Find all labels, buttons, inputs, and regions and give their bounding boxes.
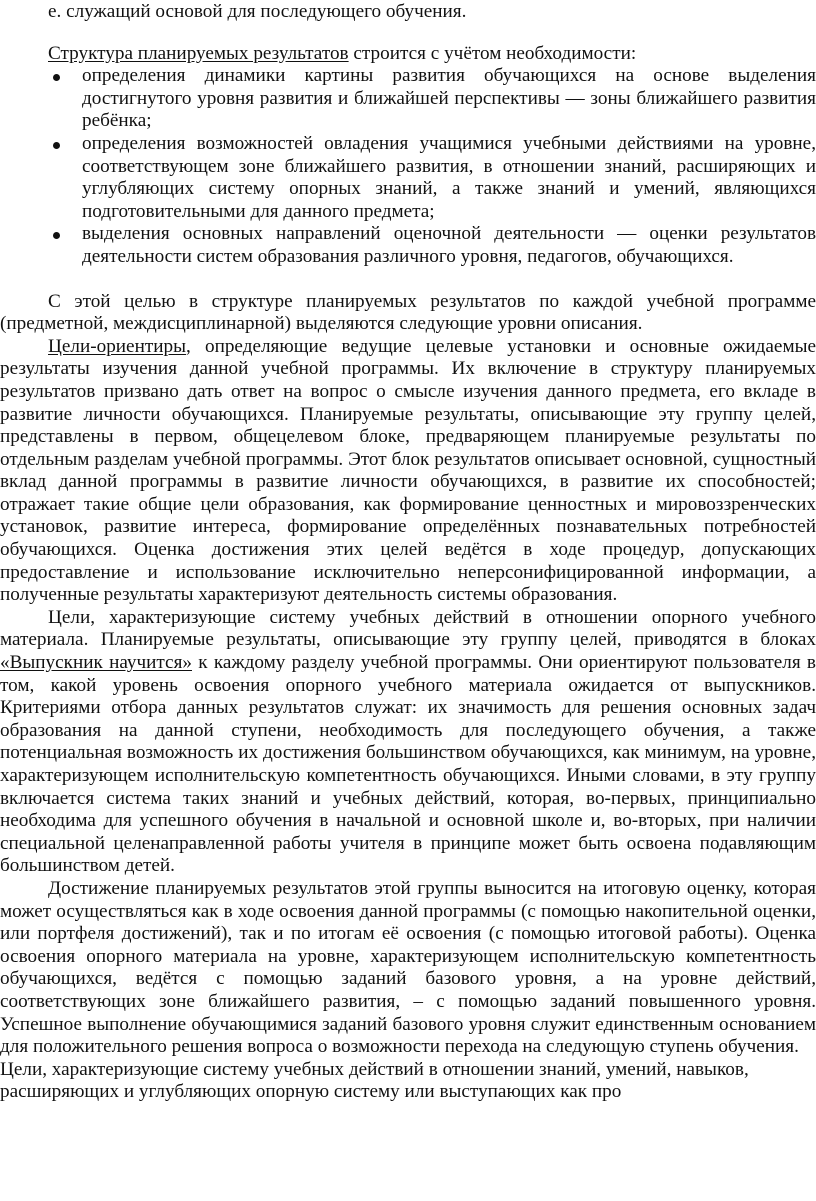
list-item bbox=[0, 223, 816, 268]
bullet-text: определения динамики картины развития обучающихся на основе выделения достигнутого уровня развития и ближайшей перспективы — зоны ближайшего развития ребёнка; bbox=[82, 65, 816, 132]
list-item bbox=[0, 65, 816, 133]
paragraph-system bbox=[0, 607, 816, 878]
bullet-text: выделения основных направлений оценочной деятельности — оценки результатов деятельности систем образования различного уровня, педагогов, обучающихся. bbox=[82, 223, 816, 267]
system-after: к каждому разделу учебной программы. Они ориентируют пользователя в том, какой уровень освоения опорного учебного материала ожидается от выпускников. Критериями отбора данных результатов служат: их значимость для решения основных задач образования на данной ступени, необходимость для последующего обучения, а также потенциальная возможность их достижения большинством обучающихся, как минимум, на уровне, характеризующем исполнительскую компетентность обучающихся. Иными словами, в эту группу включается система таких знаний и учебных действий, которая, во-первых, принципиально необходима для успешного обучения в начальной и основной школе и, во-вторых, при наличии специальной целенаправленной работы учителя в принципе может быть освоена подавляющим большинством детей. bbox=[0, 652, 816, 877]
line-first: е. служащий основой для последующего обучения. bbox=[48, 1, 467, 22]
structure-underlined: Структура планируемых результатов bbox=[48, 42, 349, 64]
bullet-icon bbox=[53, 74, 60, 81]
goals-underlined: Цели-ориентиры bbox=[48, 335, 186, 357]
list-item bbox=[0, 133, 816, 223]
bullet-icon bbox=[53, 142, 60, 149]
bullet-list bbox=[0, 65, 816, 268]
system-before: Цели, характеризующие систему учебных действий в отношении опорного учебного материала. Планируемые результаты, описывающие эту группу целей, приводятся в блоках bbox=[0, 606, 816, 651]
bullet-icon bbox=[53, 232, 60, 239]
goals-rest: , определяющие ведущие целевые установки и основные ожидаемые результаты изучения данной учебной программы. Их включение в структуру планируемых результатов призвано дать ответ на вопрос о смысле изучения данного предмета, его вкладе в развитие личности обучающихся. Планируемые результаты, описывающие эту группу целей, представлены в первом, общецелевом блоке, предваряющем планируемые результаты по отдельным разделам учебной программы. Этот блок результатов описывает основной, сущностный вклад данной программы в развитие личности обучающихся, в развитие их способностей; отражает такие общие цели образования, как формирование ценностных и мировоззренческих установок, развитие интереса, формирование определённых познавательных потребностей обучающихся. Оценка достижения этих целей ведётся в ходе процедур, допускающих предоставление и использование исключительно неперсонифицированной информации, а полученные результаты характеризуют деятельность системы образования. bbox=[0, 335, 816, 606]
structure-rest: строится с учётом необходимости: bbox=[348, 42, 637, 64]
spacer bbox=[0, 269, 816, 291]
bullet-text: определения возможностей овладения учащимися учебными действиями на уровне, соответствующем зоне ближайшего развития, в отношении знаний, расширяющих и углубляющих систему опорных знаний, а также знаний и умений, являющихся подготовительными для данного предмета; bbox=[82, 132, 816, 222]
structure-intro bbox=[0, 43, 816, 66]
spacer bbox=[0, 24, 816, 43]
paragraph-achievement: Достижение планируемых результатов этой группы выносится на итоговую оценку, которая может осуществляться как в ходе освоения данной программы (с помощью накопительной оценки, или портфеля достижений), так и по итогам её освоения (с помощью итоговой работы). Оценка освоения опорного материала на уровне, характеризующем исполнительскую компетентность обучающихся, ведётся с помощью заданий базового уровня, а на уровне действий, соответствующих зоне ближайшего развития, – с помощью заданий повышенного уровня. Успешное выполнение обучающимися заданий базового уровня служит единственным основанием для положительного решения вопроса о возможности перехода на следующую ступень обучения. bbox=[0, 877, 816, 1058]
system-underlined: «Выпускник научится» bbox=[0, 652, 192, 674]
paragraph-last: Цели, характеризующие систему учебных действий в отношении знаний, умений, навыков, расширяющих и углубляющих опорную систему или выступающих как про bbox=[0, 1058, 749, 1103]
paragraph-purpose: С этой целью в структуре планируемых результатов по каждой учебной программе (предметной, междисциплинарной) выделяются следующие уровни описания. bbox=[0, 290, 816, 335]
paragraph-goals bbox=[0, 336, 816, 607]
